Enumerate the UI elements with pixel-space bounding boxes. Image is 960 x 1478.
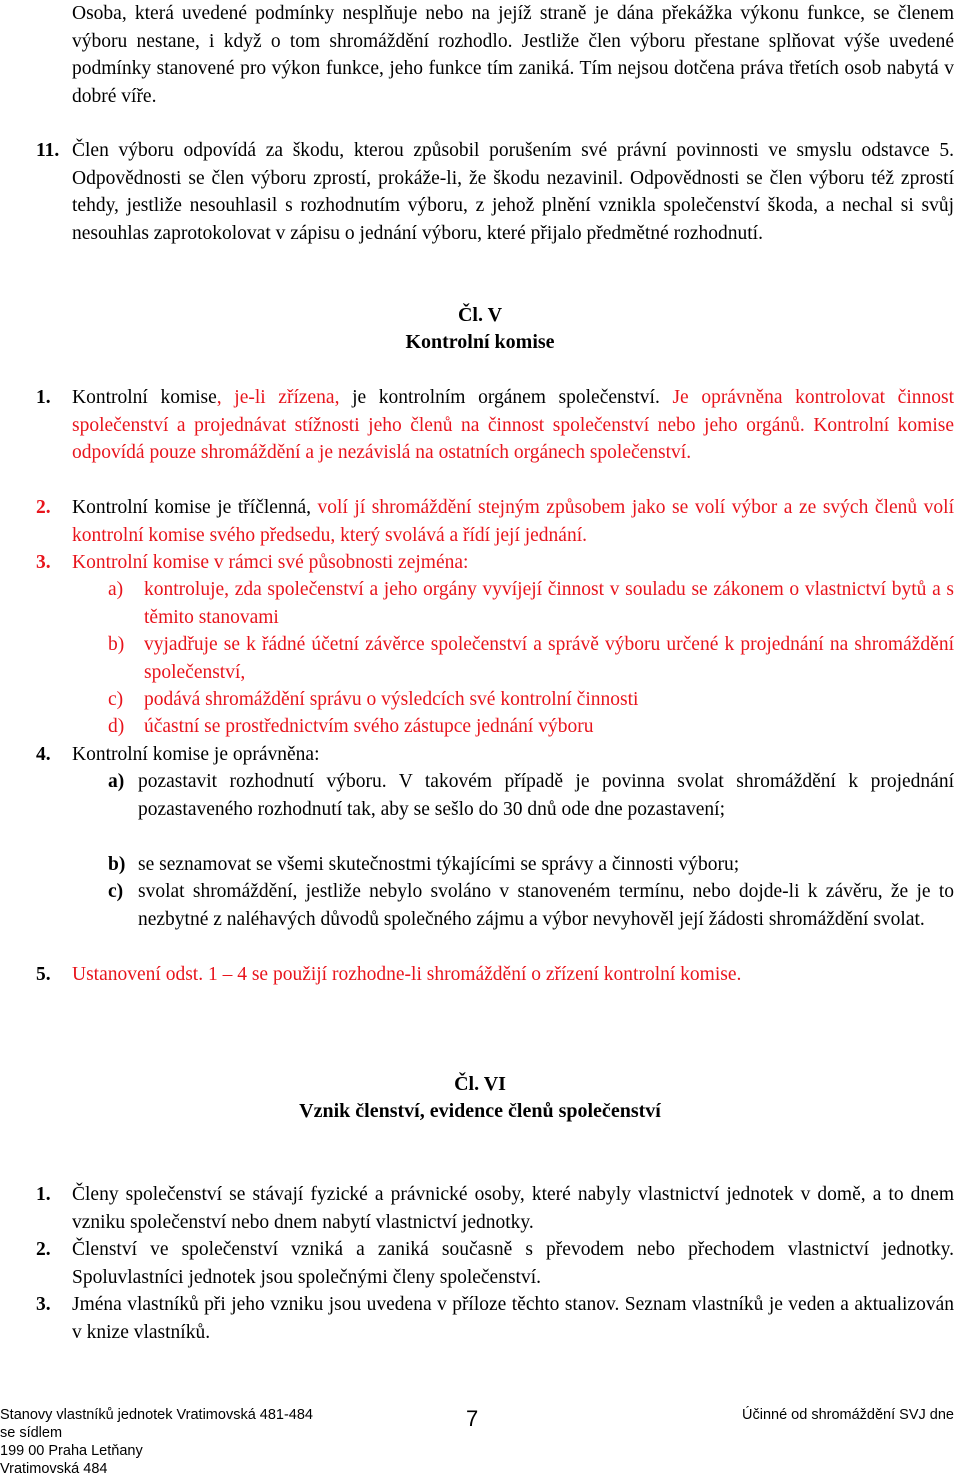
subitem-text: svolat shromáždění, jestliže nebylo svoláno v stanoveném termínu, nebo dojde-li k závěru, že je to nezbytné z naléhavých důvodů společného zájmu a výbor nevyhověl její žádosti shromáždění svolat. xyxy=(138,881,954,930)
article-6-title: Vznik členství, evidence členů společenství xyxy=(299,1100,661,1122)
item-text: Ustanovení odst. 1 – 4 se použijí rozhodne-li shromáždění o zřízení kontrolní komise. xyxy=(72,964,742,985)
text-part-red: volí jí shromáždění stejným způsobem jako se volí výbor a ze svých členů volí kontrolní komise svého předsedu, který svolává a řídí její jednání. xyxy=(72,497,954,546)
footer-address-city: 199 00 Praha Letňany xyxy=(0,1443,143,1459)
article-5-item-3 xyxy=(36,549,954,577)
footer-right: Účinné od shromáždění SVJ dne xyxy=(742,1407,954,1423)
item-number: 3. xyxy=(36,552,51,573)
subitem-letter: b) xyxy=(108,634,125,655)
article-5-item-4-b xyxy=(108,851,954,879)
item-number: 2. xyxy=(36,497,51,518)
text-part: Kontrolní komise xyxy=(72,387,217,408)
subitem-letter: a) xyxy=(108,579,124,600)
article-5-item-3-a xyxy=(108,576,954,631)
article-5-item-3-c xyxy=(108,686,954,714)
item-number: 3. xyxy=(36,1294,51,1315)
item-number: 2. xyxy=(36,1239,51,1260)
article-6-number: Čl. VI xyxy=(454,1073,506,1095)
text-part-red: , je-li zřízena, xyxy=(216,387,340,408)
article-5-item-3-d xyxy=(108,713,954,741)
footer-left xyxy=(0,1406,420,1478)
subitem-text: pozastavit rozhodnutí výboru. V takovém případě je povinna svolat shromáždění k projednání pozastaveného rozhodnutí tak, aby se sešlo do 30 dnů ode dne pozastavení; xyxy=(138,771,954,820)
subitem-letter: d) xyxy=(108,716,125,737)
subitem-letter: c) xyxy=(108,881,124,902)
item-text: Kontrolní komise je oprávněna: xyxy=(72,744,320,765)
subitem-text: účastní se prostřednictvím svého zástupce jednání výboru xyxy=(144,716,594,737)
item-11 xyxy=(36,137,954,247)
item-text: Členství ve společenství vzniká a zaniká současně s převodem nebo přechodem vlastnictví jednotky. Spoluvlastníci jednotek jsou společnými členy společenství. xyxy=(72,1239,954,1288)
page-number: 7 xyxy=(466,1406,479,1431)
footer-title: Stanovy vlastníků jednotek Vratimovská 481-484 xyxy=(0,1407,313,1423)
subitem-text: se seznamovat se všemi skutečnostmi týkajícími se správy a činnosti výboru; xyxy=(138,854,740,875)
subitem-text: kontroluje, zda společenství a jeho orgány vyvíjejí činnost v souladu se zákonem o vlastnictví bytů a s těmito stanovami xyxy=(144,579,954,628)
article-5-item-5 xyxy=(36,961,954,989)
article-5-item-4-c xyxy=(108,878,954,933)
text-part: Kontrolní komise je tříčlenná, xyxy=(72,497,318,518)
footer-seat-label: se sídlem xyxy=(0,1425,63,1441)
article-5-item-4-a xyxy=(108,768,954,823)
subitem-letter: c) xyxy=(108,689,124,710)
article-5-item-3-b xyxy=(108,631,954,686)
article-5-title: Kontrolní komise xyxy=(405,331,555,353)
subitem-letter: a) xyxy=(108,771,125,792)
item-number: 5. xyxy=(36,964,51,985)
article-6-item-2 xyxy=(36,1236,954,1291)
item-text: Člen výboru odpovídá za škodu, kterou způsobil porušením své právní povinnosti ve smyslu odstavce 5. Odpovědnosti se člen výboru zprostí, prokáže-li, že škodu nezavinil. Odpovědnosti se člen výboru též zprostí tehdy, jestliže nesouhlasil s rozhodnutím výboru, z jehož plnění vznikla společenství škoda, a nechal si svůj nesouhlas zaprotokolovat v zápisu o jednání výboru, které přijalo předmětné rozhodnutí. xyxy=(72,140,954,244)
article-6-item-1 xyxy=(36,1181,954,1236)
item-number: 1. xyxy=(36,1184,51,1205)
article-6-item-3 xyxy=(36,1291,954,1346)
item-text xyxy=(72,384,954,467)
subitem-text: podává shromáždění správu o výsledcích své kontrolní činnosti xyxy=(144,689,639,710)
article-5-number: Čl. V xyxy=(457,304,503,326)
item-number: 4. xyxy=(36,744,51,765)
intro-paragraph: Osoba, která uvedené podmínky nesplňuje nebo na jejíž straně je dána překážka výkonu funkce, se členem výboru nestane, i když o tom shromáždění rozhodlo. Jestliže člen výboru přestane splňovat výše uvedené podmínky stanovené pro výkon funkce, jeho funkce tím zaniká. Tím nejsou dotčena práva třetích osob nabytá v dobré víře. xyxy=(72,3,954,107)
text-part: je kontrolním orgánem společenství. xyxy=(339,387,673,408)
article-5-item-2 xyxy=(36,494,954,549)
item-text: Jména vlastníků při jeho vzniku jsou uvedena v příloze těchto stanov. Seznam vlastníků je veden a aktualizován v knize vlastníků. xyxy=(72,1294,954,1343)
item-text: Kontrolní komise v rámci své působnosti zejména: xyxy=(72,552,469,573)
article-5-item-1 xyxy=(36,384,954,467)
text-part-red: Je oprávněna kontrolovat činnost společenství a projednávat stížnosti jeho členů na činnost společenství nebo jeho orgánů. Kontrolní komise odpovídá pouze shromáždění a je nezávislá na ostatních orgánech společenství. xyxy=(72,387,954,463)
item-number: 1. xyxy=(36,387,51,408)
subitem-letter: b) xyxy=(108,854,126,875)
article-5-item-4 xyxy=(36,741,954,769)
item-text: Členy společenství se stávají fyzické a právnické osoby, které nabyly vlastnictví jednotek v domě, a to dnem vzniku společenství nebo dnem nabytí vlastnictví jednotky. xyxy=(72,1184,954,1233)
footer-address-street: Vratimovská 484 xyxy=(0,1461,108,1477)
item-number: 11. xyxy=(36,140,60,161)
item-text xyxy=(72,494,954,549)
subitem-text: vyjadřuje se k řádné účetní závěrce společenství a správě výboru určené k projednání na shromáždění společenství, xyxy=(144,634,954,683)
